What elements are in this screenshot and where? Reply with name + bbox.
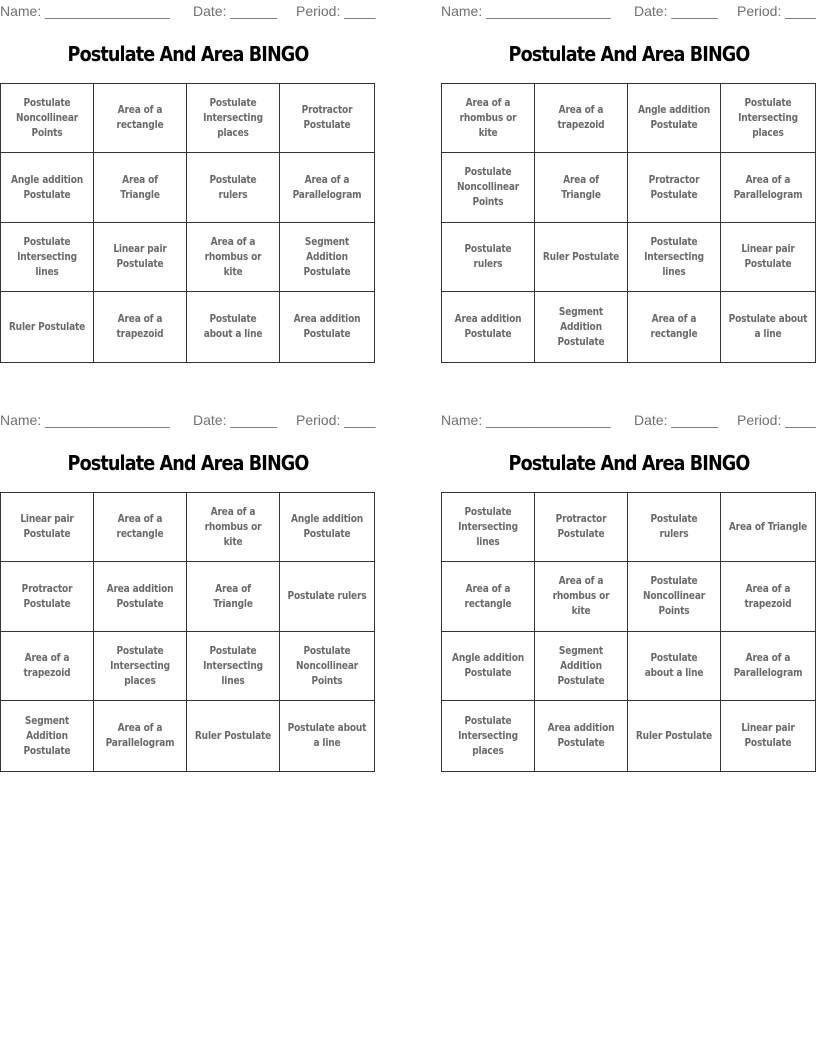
bingo-cell [1, 223, 94, 292]
bingo-card-1 [0, 0, 376, 372]
bingo-cell-label: Postulate about a line [287, 722, 367, 749]
period-field-label: Period: ____ [737, 3, 816, 19]
bingo-cell [1, 632, 94, 701]
bingo-cell-label: Postulate Intersecting places [458, 714, 518, 757]
bingo-cell-label: Area addition Postulate [454, 313, 522, 340]
card-title: Postulate And Area BINGO [508, 451, 750, 475]
date-field-label: Date: ______ [193, 412, 278, 428]
bingo-cell-label: Area of a trapezoid [116, 313, 164, 340]
bingo-cell [442, 562, 535, 632]
bingo-cell [535, 493, 628, 562]
bingo-cell [280, 292, 374, 362]
bingo-cell-label: Postulate Intersecting lines [203, 644, 263, 687]
bingo-cell [94, 562, 187, 632]
bingo-cell-label: Segment Addition Postulate [23, 714, 71, 757]
bingo-cell [280, 562, 374, 632]
bingo-cell-label: Area of a Parallelogram [105, 722, 175, 749]
card-header [441, 1, 816, 21]
card-title: Postulate And Area BINGO [508, 42, 750, 66]
bingo-cell-label: Postulate about a line [728, 313, 808, 340]
bingo-cell [94, 493, 187, 562]
bingo-cell-label: Postulate rulers [209, 173, 257, 201]
period-field-label: Period: ____ [296, 3, 376, 19]
bingo-card-3 [0, 409, 376, 781]
date-field-label: Date: ______ [193, 3, 278, 19]
bingo-cell [187, 493, 280, 562]
bingo-cell [1, 562, 94, 632]
bingo-cell [442, 701, 535, 771]
bingo-cell-label: Area of a rhombus or kite [459, 96, 517, 139]
bingo-cell-label: Linear pair Postulate [741, 243, 795, 270]
bingo-cell-label: Postulate rulers [650, 513, 698, 540]
bingo-cell [280, 701, 374, 771]
date-field-label: Date: ______ [634, 412, 719, 428]
bingo-cell [280, 493, 374, 562]
bingo-cell [187, 223, 280, 292]
bingo-grid [0, 492, 375, 772]
bingo-cell-label: Angle addition Postulate [11, 173, 83, 201]
bingo-cell-label: Area of Triangle [213, 582, 253, 610]
bingo-cell-label: Protractor Postulate [648, 173, 700, 201]
bingo-cell [442, 153, 535, 223]
bingo-cell-label: Postulate Intersecting lines [644, 235, 704, 278]
bingo-cell [628, 632, 721, 701]
date-field-label: Date: ______ [634, 3, 719, 19]
bingo-cell-label: Postulate Noncollinear Points [15, 96, 79, 139]
bingo-cell-label: Ruler Postulate [8, 320, 86, 333]
bingo-cell-label: Area of a Parallelogram [733, 173, 803, 201]
bingo-cell-label: Area of a rectangle [116, 513, 164, 540]
bingo-cell-label: Postulate Intersecting places [110, 644, 170, 687]
bingo-cell-label: Linear pair Postulate [741, 722, 795, 749]
bingo-grid [0, 83, 375, 363]
bingo-cell-label: Postulate Intersecting lines [17, 235, 77, 278]
bingo-cell [1, 701, 94, 771]
bingo-cell-label: Area of a trapezoid [557, 104, 605, 131]
bingo-cell-label: Postulate Noncollinear Points [456, 166, 520, 208]
bingo-cell [1, 493, 94, 562]
bingo-cell [442, 292, 535, 362]
bingo-cell [721, 153, 815, 223]
bingo-cell [628, 493, 721, 562]
bingo-cell [1, 153, 94, 223]
bingo-grid [441, 492, 816, 772]
bingo-cell [442, 632, 535, 701]
name-field-label: Name: ________________ [0, 3, 170, 19]
bingo-cell-label: Postulate Intersecting places [738, 96, 798, 139]
bingo-cell [187, 292, 280, 362]
bingo-cell-label: Postulate Intersecting places [203, 96, 263, 139]
bingo-cell [628, 84, 721, 153]
bingo-cell-label: Angle addition Postulate [638, 104, 710, 131]
bingo-cell [535, 153, 628, 223]
bingo-cell [187, 632, 280, 701]
bingo-cell [94, 153, 187, 223]
bingo-cell [628, 153, 721, 223]
bingo-cell [94, 632, 187, 701]
bingo-cell-label: Postulate Intersecting lines [458, 505, 518, 548]
bingo-cell-label: Linear pair Postulate [113, 243, 167, 270]
bingo-cell-label: Area of Triangle [561, 173, 601, 201]
bingo-cell-label: Segment Addition Postulate [557, 644, 605, 687]
bingo-cell-label: Area of a rhombus or kite [204, 505, 262, 548]
bingo-cell [187, 84, 280, 153]
period-field-label: Period: ____ [737, 412, 816, 428]
bingo-cell-label: Segment Addition Postulate [303, 235, 351, 278]
bingo-cell [187, 562, 280, 632]
bingo-cell-label: Ruler Postulate [194, 729, 272, 742]
bingo-cell-label: Area of a Parallelogram [292, 173, 362, 201]
bingo-cell-label: Protractor Postulate [301, 104, 353, 131]
bingo-cell-label: Postulate rulers [464, 243, 512, 270]
bingo-cell [280, 632, 374, 701]
bingo-cell-label: Protractor Postulate [21, 582, 73, 610]
bingo-cell [535, 292, 628, 362]
bingo-card-4 [441, 409, 816, 781]
bingo-cell-label: Area addition Postulate [293, 313, 361, 340]
bingo-cell [721, 562, 815, 632]
bingo-cell-label: Area addition Postulate [547, 722, 615, 749]
bingo-cell-label: Postulate about a line [203, 313, 263, 340]
card-title: Postulate And Area BINGO [67, 451, 309, 475]
card-header [441, 410, 816, 430]
bingo-cell [94, 223, 187, 292]
bingo-cell-label: Angle addition Postulate [291, 513, 363, 540]
bingo-cell [535, 562, 628, 632]
card-title: Postulate And Area BINGO [67, 42, 309, 66]
bingo-cell-label: Postulate Noncollinear Points [295, 644, 359, 687]
bingo-cell [721, 223, 815, 292]
bingo-cell-label: Postulate Noncollinear Points [642, 575, 706, 617]
bingo-cell [442, 223, 535, 292]
bingo-cell [94, 292, 187, 362]
bingo-cell-label: Area of a trapezoid [744, 582, 792, 610]
bingo-cell-label: Area of a rhombus or kite [204, 235, 262, 278]
bingo-cell-label: Postulate about a line [644, 652, 704, 679]
bingo-cell-label: Area addition Postulate [106, 582, 174, 610]
bingo-cell-label: Area of a rectangle [464, 582, 512, 610]
name-field-label: Name: ________________ [441, 3, 611, 19]
bingo-cell [721, 84, 815, 153]
card-header [0, 1, 376, 21]
bingo-cell [280, 84, 374, 153]
bingo-cell [628, 562, 721, 632]
bingo-cell [442, 493, 535, 562]
bingo-cell-label: Ruler Postulate [635, 729, 713, 742]
bingo-cell-label: Area of Triangle [120, 173, 160, 201]
bingo-grid [441, 83, 816, 363]
bingo-cell [721, 632, 815, 701]
bingo-cell-label: Area of a trapezoid [23, 652, 71, 679]
bingo-cell [1, 292, 94, 362]
card-header [0, 410, 376, 430]
bingo-cell [535, 701, 628, 771]
bingo-cell [628, 223, 721, 292]
bingo-cell [628, 292, 721, 362]
bingo-cell [280, 223, 374, 292]
bingo-cell-label: Area of Triangle [728, 520, 808, 533]
bingo-cell-label: Area of a Parallelogram [733, 652, 803, 679]
bingo-cell [187, 701, 280, 771]
bingo-card-2 [441, 0, 816, 372]
name-field-label: Name: ________________ [441, 412, 611, 428]
bingo-cell [721, 292, 815, 362]
bingo-cell [721, 493, 815, 562]
period-field-label: Period: ____ [296, 412, 376, 428]
bingo-cell [535, 223, 628, 292]
bingo-cell [442, 84, 535, 153]
bingo-cell-label: Postulate rulers [287, 590, 367, 602]
bingo-cell-label: Angle addition Postulate [452, 652, 524, 679]
bingo-cell-label: Area of a rhombus or kite [552, 575, 610, 617]
bingo-cell [628, 701, 721, 771]
bingo-cell [94, 701, 187, 771]
name-field-label: Name: ________________ [0, 412, 170, 428]
bingo-cell-label: Linear pair Postulate [20, 513, 74, 540]
bingo-cell-label: Ruler Postulate [542, 250, 620, 263]
bingo-cell [280, 153, 374, 223]
bingo-cell [1, 84, 94, 153]
bingo-cell-label: Area of a rectangle [116, 104, 164, 131]
bingo-cell [535, 632, 628, 701]
bingo-cell [721, 701, 815, 771]
bingo-cell [94, 84, 187, 153]
bingo-cell [535, 84, 628, 153]
bingo-cell-label: Segment Addition Postulate [557, 305, 605, 348]
bingo-cell-label: Protractor Postulate [555, 513, 607, 540]
bingo-cell-label: Area of a rectangle [650, 313, 698, 340]
bingo-cell [187, 153, 280, 223]
